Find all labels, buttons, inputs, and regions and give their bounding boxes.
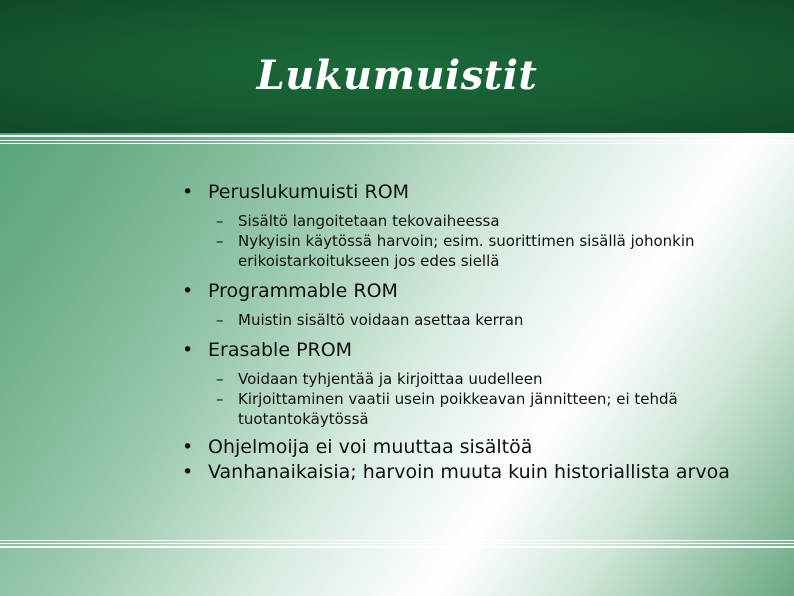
bullet-text: Peruslukumuisti ROM [208, 181, 410, 203]
sub-bullet-item [178, 211, 758, 231]
sub-bullet-text: Muistin sisältö voidaan asettaa kerran [238, 311, 524, 329]
bullet-text: Vanhanaikaisia; harvoin muuta kuin historiallista arvoa [208, 461, 730, 483]
bullet-text: Ohjelmoija ei voi muuttaa sisältöä [208, 436, 533, 458]
bullet-text: Programmable ROM [208, 280, 398, 302]
bullet-item [178, 338, 758, 363]
sub-bullet-item [178, 231, 758, 271]
dash-icon: – [216, 232, 224, 250]
bullet-item [178, 279, 758, 304]
sub-bullet-item [178, 389, 758, 429]
sub-bullet-text: Voidaan tyhjentää ja kirjoittaa uudelleen [238, 370, 543, 388]
slide-header [0, 0, 794, 133]
footer-divider-line-thin [0, 543, 794, 544]
dash-icon: – [216, 311, 224, 329]
dash-icon: – [216, 212, 224, 230]
sub-bullet-text: Kirjoittaminen vaatii usein poikkeavan jännitteen; ei tehdä tuotantokäytössä [238, 390, 678, 428]
header-divider-line [0, 135, 794, 137]
bullet-item [178, 435, 758, 460]
bullet-icon: • [182, 339, 194, 361]
bullet-icon: • [182, 181, 194, 203]
sub-bullet-text: Sisältö langoitetaan tekovaiheessa [238, 212, 500, 230]
bullet-icon: • [182, 436, 194, 458]
bullet-text: Erasable PROM [208, 339, 353, 361]
dash-icon: – [216, 370, 224, 388]
bullet-item [178, 180, 758, 205]
header-divider-line-thin [0, 140, 794, 141]
footer-divider-line-thin [0, 540, 794, 541]
slide-title: Lukumuistit [256, 52, 538, 99]
bullet-icon: • [182, 461, 194, 483]
slide-body [178, 180, 758, 485]
footer-divider-line [0, 546, 794, 548]
sub-bullet-item [178, 369, 758, 389]
dash-icon: – [216, 390, 224, 408]
header-divider-line-thin [0, 143, 794, 144]
bullet-icon: • [182, 280, 194, 302]
bullet-item [178, 460, 758, 485]
sub-bullet-text: Nykyisin käytössä harvoin; esim. suorittimen sisällä johonkin erikoistarkoitukseen jos edes siellä [238, 232, 695, 270]
sub-bullet-item [178, 310, 758, 330]
